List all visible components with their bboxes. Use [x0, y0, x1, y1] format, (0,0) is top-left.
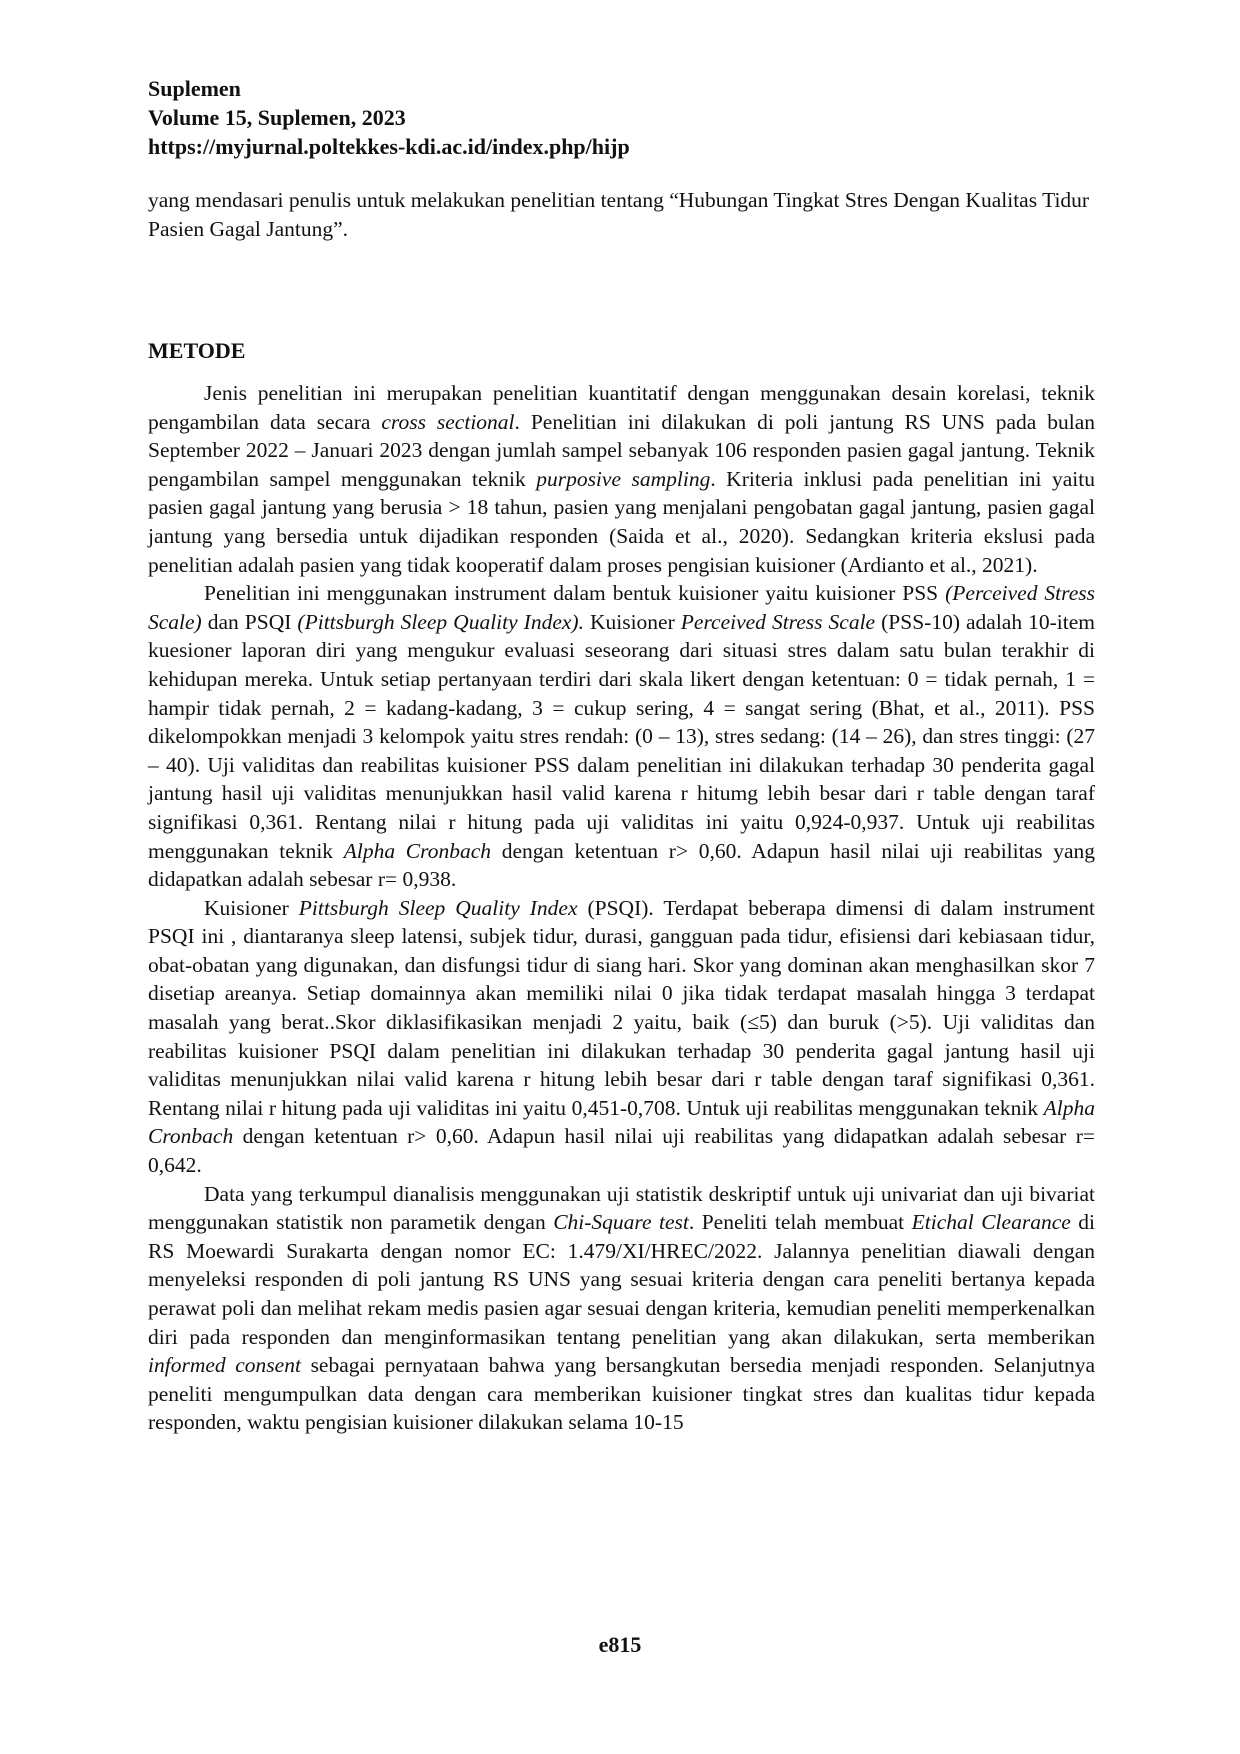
text-run: Jenis penelitian ini merupakan penelitian kuantitatif dengan menggunakan desain korelasi, teknik pengambilan data secara [148, 381, 1095, 434]
italic-term: Chi-Square test [553, 1210, 689, 1235]
text-run: di RS Moewardi Surakarta dengan nomor EC: 1.479/XI/HREC/2022. Jalannya penelitian diawali dengan menyeleksi responden di poli jantung RS UNS yang sesuai kriteria dengan cara peneliti bertanya kepada perawat poli dan melihat rekam medis pasien agar sesuai dengan kriteria, kemudian peneliti memperkenalkan diri pada responden dan menginformasikan tentang penelitian yang akan dilakukan, serta memberikan [148, 1210, 1095, 1349]
paragraph-analysis [148, 1180, 1095, 1437]
paragraph-psqi [148, 894, 1095, 1180]
italic-term: Alpha Cronbach [148, 1095, 1095, 1149]
text-run: dan PSQI [201, 609, 298, 634]
italic-term: Etichal Clearance [911, 1210, 1071, 1235]
section-body [148, 379, 1095, 1437]
text-run: Penelitian ini menggunakan instrument dalam bentuk kuisioner yaitu kuisioner PSS [204, 581, 946, 606]
text-run: . Penelitian ini dilakukan di poli jantung RS UNS pada bulan September 2022 – Januari 2023 dengan jumlah sampel sebanyak 106 responden pasien gagal jantung. Teknik pengambilan sampel menggunakan teknik [148, 409, 1095, 491]
page-number: e815 [598, 1632, 642, 1657]
text-run: dengan ketentuan r> 0,60. Adapun hasil nilai uji reabilitas yang didapatkan adalah sebesar r= 0,642. [148, 1124, 1095, 1178]
italic-term: (Perceived Stress Scale) [148, 581, 1096, 634]
text-run: Data yang terkumpul dianalisis menggunakan uji statistik deskriptif untuk uji univariat dan uji bivariat menggunakan statistik non parametik dengan [148, 1181, 1095, 1235]
italic-term: Pittsburgh Sleep Quality Index [298, 895, 578, 920]
italic-term: (Pittsburgh Sleep Quality Index). [297, 609, 584, 634]
journal-header [148, 74, 630, 161]
text-run: Kuisioner [583, 609, 681, 634]
italic-term: cross sectional [381, 409, 515, 434]
italic-term: purposive sampling [536, 466, 711, 491]
text-run: (PSQI). Terdapat beberapa dimensi di dalam instrument PSQI ini , diantaranya sleep latensi, subjek tidur, durasi, gangguan pada tidur, efisiensi dari kebiasaan tidur, obat-obatan yang digunakan, dan disfungsi tidur di siang hari. Skor yang dominan akan menghasilkan skor 7 disetiap areanya. Setiap domainnya akan memiliki nilai 0 jika tidak terdapat masalah hingga 3 terdapat masalah yang berat..Skor diklasifikasikan menjadi 2 yaitu, baik (≤5) dan buruk (>5). Uji validitas dan reabilitas kuisioner PSQI dalam penelitian ini dilakukan terhadap 30 penderita gagal jantung hasil uji validitas menunjukkan nilai valid karena r hitung lebih besar dari r table dengan taraf signifikasi 0,361. Rentang nilai r hitung pada uji validitas ini yaitu 0,451-0,708. Untuk uji reabilitas menggunakan teknik [148, 895, 1095, 1120]
intro-paragraph-block [148, 186, 1095, 244]
section-title: METODE [148, 338, 246, 363]
journal-url: https://myjurnal.poltekkes-kdi.ac.id/index.php/hijp [148, 134, 630, 159]
text-run: sebagai pernyataan bahwa yang bersangkutan bersedia menjadi responden. Selanjutnya peneliti mengumpulkan data dengan cara memberikan kuisioner tingkat stres dan kualitas tidur kepada responden, waktu pengisian kuisioner dilakukan selama 10-15 [148, 1353, 1095, 1435]
text-run: dengan ketentuan r> 0,60. Adapun hasil nilai uji reabilitas yang didapatkan adalah sebesar r= 0,938. [148, 838, 1095, 892]
text-run: Kuisioner [204, 895, 299, 920]
paragraph-pss [148, 579, 1095, 894]
text-run: . Kriteria inklusi pada penelitian ini yaitu pasien gagal jantung yang berusia > 18 tahun, pasien yang menjalani pengobatan gagal jantung, pasien gagal jantung yang bersedia untuk dijadikan responden (Saida et al., 2020). Sedangkan kriteria ekslusi pada penelitian adalah pasien yang tidak kooperatif dalam proses pengisian kuisioner (Ardianto et al., 2021). [148, 466, 1095, 577]
journal-volume: Volume 15, Suplemen, 2023 [148, 105, 406, 130]
italic-term: Alpha Cronbach [343, 838, 492, 863]
paragraph-design [148, 379, 1095, 579]
intro-paragraph: yang mendasari penulis untuk melakukan penelitian tentang “Hubungan Tingkat Stres Dengan Kualitas Tidur Pasien Gagal Jantung”. [148, 188, 1090, 241]
italic-term: Perceived Stress Scale [680, 609, 876, 634]
text-run: . Peneliti telah membuat [688, 1210, 912, 1235]
journal-name: Suplemen [148, 76, 241, 101]
italic-term: informed consent [148, 1353, 301, 1378]
text-run: (PSS-10) adalah 10-item kuesioner laporan diri yang mengukur evaluasi seseorang dari situasi stres dalam satu bulan terakhir di kehidupan mereka. Untuk setiap pertanyaan terdiri dari skala likert dengan ketentuan: 0 = tidak pernah, 1 = hampir tidak pernah, 2 = kadang-kadang, 3 = cukup sering, 4 = sangat sering (Bhat, et al., 2011). PSS dikelompokkan menjadi 3 kelompok yaitu stres rendah: (0 – 13), stres sedang: (14 – 26), dan stres tinggi: (27 – 40). Uji validitas dan reabilitas kuisioner PSS dalam penelitian ini dilakukan terhadap 30 penderita gagal jantung hasil uji validitas menunjukkan hasil valid karena r hitumg lebih besar dari r table dengan taraf signifikasi 0,361. Rentang nilai r hitung pada uji validitas ini yaitu 0,924-0,937. Untuk uji reabilitas menggunakan teknik [148, 609, 1095, 863]
